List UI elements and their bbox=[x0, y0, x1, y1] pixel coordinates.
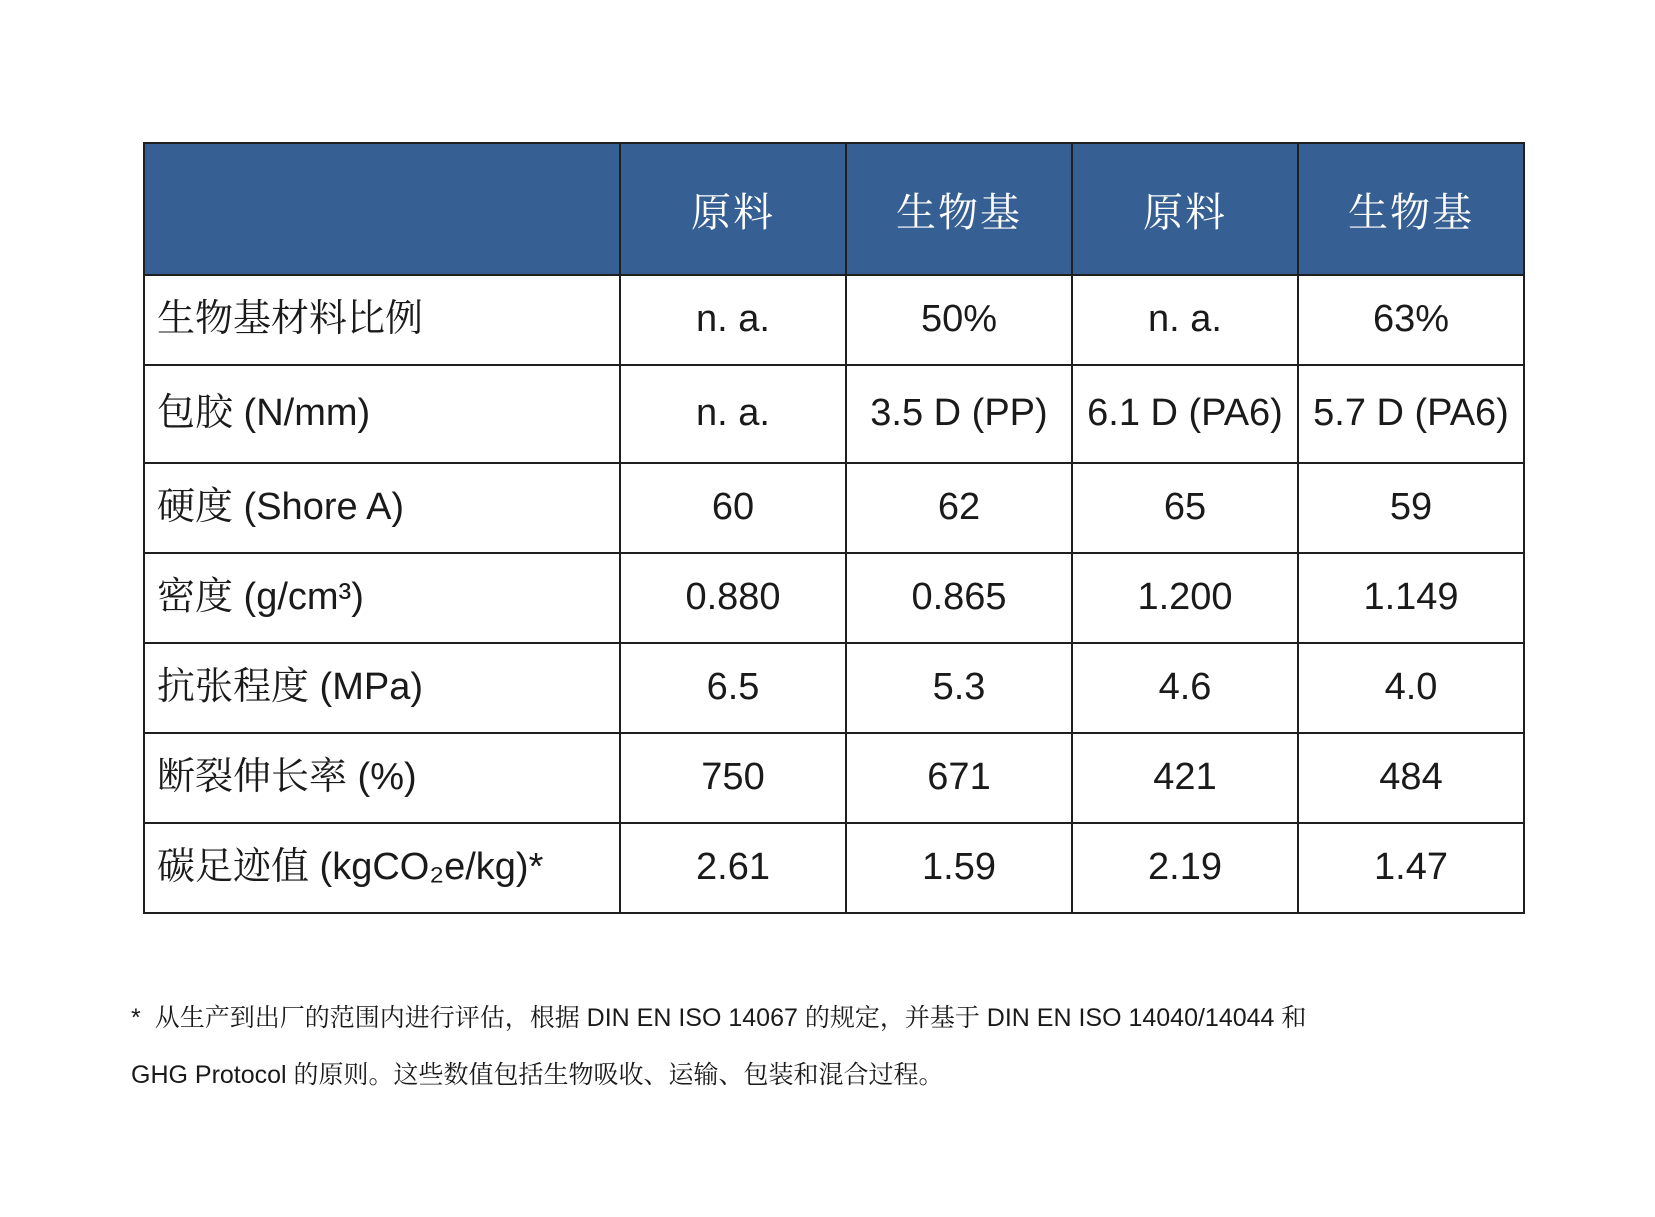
header-cell-bio-1: 生物基 bbox=[846, 143, 1072, 275]
table-cell: 2.19 bbox=[1072, 823, 1298, 913]
header-cell-bio-2: 生物基 bbox=[1298, 143, 1524, 275]
table-cell: 3.5 D (PP) bbox=[846, 365, 1072, 463]
row-label: 断裂伸长率 (%) bbox=[144, 733, 620, 823]
table-cell: 5.3 bbox=[846, 643, 1072, 733]
header-cell-raw-2: 原料 bbox=[1072, 143, 1298, 275]
table-cell: n. a. bbox=[620, 275, 846, 365]
table-cell: 0.880 bbox=[620, 553, 846, 643]
table-cell: n. a. bbox=[620, 365, 846, 463]
table-cell: 6.1 D (PA6) bbox=[1072, 365, 1298, 463]
table-cell: 1.149 bbox=[1298, 553, 1524, 643]
row-label: 碳足迹值 (kgCO₂e/kg)* bbox=[144, 823, 620, 913]
table-cell: 5.7 D (PA6) bbox=[1298, 365, 1524, 463]
table-row bbox=[144, 275, 1524, 365]
table-row bbox=[144, 463, 1524, 553]
table-cell: 4.6 bbox=[1072, 643, 1298, 733]
table-row bbox=[144, 365, 1524, 463]
footnote bbox=[131, 990, 1531, 1104]
table-row bbox=[144, 553, 1524, 643]
table-row bbox=[144, 643, 1524, 733]
table-cell: 6.5 bbox=[620, 643, 846, 733]
table-cell: 484 bbox=[1298, 733, 1524, 823]
table-cell: 1.200 bbox=[1072, 553, 1298, 643]
properties-table bbox=[143, 142, 1525, 914]
table-cell: 62 bbox=[846, 463, 1072, 553]
footnote-line-2: GHG Protocol 的原则。这些数值包括生物吸收、运输、包装和混合过程。 bbox=[131, 1061, 944, 1089]
table-cell: 65 bbox=[1072, 463, 1298, 553]
row-label: 硬度 (Shore A) bbox=[144, 463, 620, 553]
table-cell: 59 bbox=[1298, 463, 1524, 553]
table-cell: 4.0 bbox=[1298, 643, 1524, 733]
table-cell: 50% bbox=[846, 275, 1072, 365]
header-cell-empty bbox=[144, 143, 620, 275]
footnote-text-1: 从生产到出厂的范围内进行评估，根据 DIN EN ISO 14067 的规定，并基于 DIN EN ISO 14040/14044 和 bbox=[154, 1004, 1307, 1032]
table-cell: 60 bbox=[620, 463, 846, 553]
table-row bbox=[144, 823, 1524, 913]
table-cell: 2.61 bbox=[620, 823, 846, 913]
table-cell: n. a. bbox=[1072, 275, 1298, 365]
table-cell: 750 bbox=[620, 733, 846, 823]
table-cell: 1.59 bbox=[846, 823, 1072, 913]
table-cell: 0.865 bbox=[846, 553, 1072, 643]
footnote-marker: * bbox=[131, 1004, 141, 1032]
row-label: 包胶 (N/mm) bbox=[144, 365, 620, 463]
header-cell-raw-1: 原料 bbox=[620, 143, 846, 275]
header-row bbox=[144, 143, 1524, 275]
row-label: 密度 (g/cm³) bbox=[144, 553, 620, 643]
table-cell: 63% bbox=[1298, 275, 1524, 365]
table-cell: 1.47 bbox=[1298, 823, 1524, 913]
table-cell: 421 bbox=[1072, 733, 1298, 823]
table-row bbox=[144, 733, 1524, 823]
table-cell: 671 bbox=[846, 733, 1072, 823]
row-label: 生物基材料比例 bbox=[144, 275, 620, 365]
footnote-line-1 bbox=[131, 990, 1531, 1047]
row-label: 抗张程度 (MPa) bbox=[144, 643, 620, 733]
